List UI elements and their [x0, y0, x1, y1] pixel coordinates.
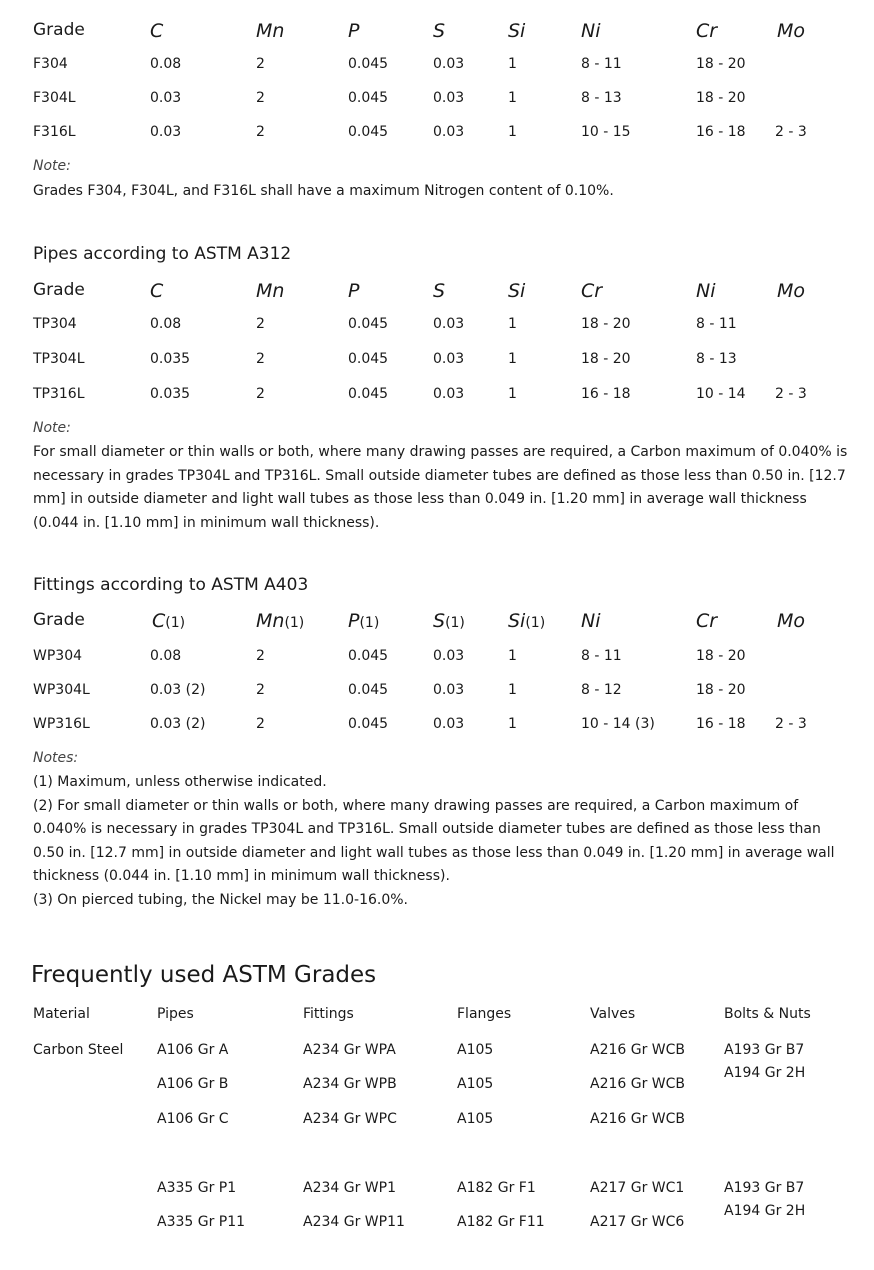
table-cell: 0.03: [433, 386, 465, 402]
header-p: P: [348, 280, 360, 302]
table-cell: 2 - 3: [775, 386, 807, 402]
table-cell: 0.03: [150, 124, 182, 140]
notes-list: [33, 771, 848, 912]
note-text: For small diameter or thin walls or both, where many drawing passes are required, a Carbon maximum of 0.040% is necessary in grades TP304L and TP316L. Small outside diameter tubes are defined as those less than 0.50 in. [12.7 mm] in outside diameter and light wall tubes as those less than 0.049 in. [1.20 mm] in average wall thickness (0.044 in. [1.10 mm] in minimum wall thickness).: [33, 444, 848, 531]
table-cell: A216 Gr WCB: [590, 1111, 686, 1127]
table-cell: A216 Gr WCB: [590, 1042, 686, 1058]
table-cell: A234 Gr WPB: [303, 1076, 397, 1092]
table-cell: 16 - 18: [696, 716, 746, 732]
table-cell: 18 - 20: [696, 648, 746, 664]
note-item: (1) Maximum, unless otherwise indicated.: [33, 774, 327, 790]
table-cell: 2: [256, 682, 265, 698]
header-flanges: Flanges: [457, 1006, 512, 1022]
table-cell: A234 Gr WPA: [303, 1042, 396, 1058]
header-ni: Ni: [581, 20, 601, 42]
table-cell: 0.03 (2): [150, 716, 206, 732]
note-item: (2) For small diameter or thin walls or both, where many drawing passes are required, a Carbon maximum of 0.040% is necessary in grades TP304L and TP316L. Small outside diameter tubes are defined as those less than 0.50 in. [12.7 mm] in outside diameter and light wall tubes as those less than 0.049 in. [1.20 mm] in average wall thickness (0.044 in. [1.10 mm] in minimum wall thickness).: [33, 797, 835, 884]
table-cell: A106 Gr C: [157, 1111, 229, 1127]
header-si: Si: [508, 280, 526, 302]
header-bolts-nuts: Bolts & Nuts: [724, 1006, 811, 1022]
table-cell: A194 Gr 2H: [724, 1203, 806, 1219]
table-cell: 0.03: [150, 90, 182, 106]
table-cell: A234 Gr WPC: [303, 1111, 397, 1127]
table-cell: F304L: [33, 90, 76, 106]
table-cell: 2: [256, 648, 265, 664]
table-cell: 1: [508, 316, 517, 332]
header-s: S: [433, 280, 446, 302]
table-cell: A216 Gr WCB: [590, 1076, 686, 1092]
header-ni: Ni: [696, 280, 716, 302]
header-mo: Mo: [777, 610, 806, 632]
table-cell: 2: [256, 56, 265, 72]
header-grade: Grade: [33, 610, 85, 630]
table-cell: 16 - 18: [581, 386, 631, 402]
header-mo: Mo: [777, 280, 806, 302]
header-pipes: Pipes: [157, 1006, 194, 1022]
table-cell: 8 - 11: [581, 648, 622, 664]
table-cell: 0.03: [433, 716, 465, 732]
header-material: Material: [33, 1006, 90, 1022]
table-cell: 1: [508, 648, 517, 664]
header-c: C: [150, 20, 164, 42]
header-si: Si(1): [508, 610, 546, 632]
table-cell: WP304L: [33, 682, 90, 698]
table-cell: WP316L: [33, 716, 90, 732]
table-cell: 10 - 15: [581, 124, 631, 140]
table-cell: 0.03: [433, 682, 465, 698]
table-cell: 0.045: [348, 90, 389, 106]
header-s: S(1): [433, 610, 465, 632]
table-cell: 18 - 20: [696, 682, 746, 698]
header-s: S: [433, 20, 446, 42]
table-cell: F316L: [33, 124, 76, 140]
table-cell: 2: [256, 124, 265, 140]
table-cell: 0.035: [150, 386, 191, 402]
material-label: Carbon Steel: [33, 1042, 124, 1058]
table-cell: F304: [33, 56, 68, 72]
note-label: Note:: [33, 158, 71, 174]
table-cell: 18 - 20: [581, 316, 631, 332]
table-cell: WP304: [33, 648, 83, 664]
header-fittings: Fittings: [303, 1006, 354, 1022]
table-cell: A335 Gr P11: [157, 1214, 246, 1230]
table-cell: TP304: [33, 316, 77, 332]
table-cell: 8 - 13: [581, 90, 622, 106]
header-si: Si: [508, 20, 526, 42]
header-cr: Cr: [696, 610, 718, 632]
table-cell: 1: [508, 124, 517, 140]
table-cell: 1: [508, 56, 517, 72]
table-cell: 8 - 11: [696, 316, 737, 332]
table-cell: 1: [508, 682, 517, 698]
table-cell: 10 - 14: [696, 386, 746, 402]
table-cell: 0.03 (2): [150, 682, 206, 698]
table-cell: 18 - 20: [696, 90, 746, 106]
table-cell: 0.08: [150, 648, 182, 664]
table-cell: 0.045: [348, 351, 389, 367]
section-title-pipes: Pipes according to ASTM A312: [33, 244, 292, 264]
table-cell: 0.045: [348, 386, 389, 402]
table-cell: A234 Gr WP1: [303, 1180, 396, 1196]
note-text: Grades F304, F304L, and F316L shall have a maximum Nitrogen content of 0.10%.: [33, 183, 614, 199]
table-cell: 0.03: [433, 90, 465, 106]
table-cell: 0.045: [348, 56, 389, 72]
header-ni: Ni: [581, 610, 601, 632]
table-cell: A217 Gr WC1: [590, 1180, 685, 1196]
header-cr: Cr: [696, 20, 718, 42]
table-cell: A193 Gr B7: [724, 1042, 805, 1058]
table-cell: 0.03: [433, 351, 465, 367]
table-cell: 1: [508, 90, 517, 106]
note-label: Note:: [33, 420, 71, 436]
header-cr: Cr: [581, 280, 603, 302]
table-cell: A105: [457, 1042, 494, 1058]
table-cell: 0.045: [348, 648, 389, 664]
table-cell: 0.03: [433, 56, 465, 72]
header-mo: Mo: [777, 20, 806, 42]
table-cell: 0.03: [433, 124, 465, 140]
table-cell: A182 Gr F11: [457, 1214, 545, 1230]
table-cell: 0.045: [348, 124, 389, 140]
table-cell: A182 Gr F1: [457, 1180, 536, 1196]
table-cell: 0.08: [150, 56, 182, 72]
note-item: (3) On pierced tubing, the Nickel may be 11.0-16.0%.: [33, 891, 409, 908]
table-cell: 16 - 18: [696, 124, 746, 140]
table-cell: A335 Gr P1: [157, 1180, 237, 1196]
table-cell: A194 Gr 2H: [724, 1065, 806, 1081]
table-cell: A105: [457, 1111, 494, 1127]
table-cell: 8 - 12: [581, 682, 622, 698]
header-mn: Mn: [256, 20, 285, 42]
header-c: C(1): [152, 610, 186, 632]
table-cell: A234 Gr WP11: [303, 1214, 405, 1230]
table-cell: 2 - 3: [775, 716, 807, 732]
header-p: P: [348, 20, 360, 42]
table-cell: 18 - 20: [696, 56, 746, 72]
table-cell: 0.045: [348, 682, 389, 698]
table-cell: 18 - 20: [581, 351, 631, 367]
table-cell: 8 - 11: [581, 56, 622, 72]
table-cell: 0.045: [348, 316, 389, 332]
table-cell: 1: [508, 716, 517, 732]
section-title-fittings: Fittings according to ASTM A403: [33, 575, 309, 595]
table-cell: 2: [256, 716, 265, 732]
table-cell: A106 Gr B: [157, 1076, 229, 1092]
table-cell: 2: [256, 90, 265, 106]
table-cell: 0.035: [150, 351, 191, 367]
table-cell: 2 - 3: [775, 124, 807, 140]
table-cell: 10 - 14 (3): [581, 716, 655, 732]
header-p: P(1): [348, 610, 380, 632]
table-cell: TP316L: [33, 386, 85, 402]
header-grade: Grade: [33, 280, 85, 300]
table-cell: A217 Gr WC6: [590, 1214, 685, 1230]
table-cell: 1: [508, 351, 517, 367]
table-cell: A106 Gr A: [157, 1042, 229, 1058]
header-mn: Mn(1): [256, 610, 305, 632]
table-cell: 2: [256, 386, 265, 402]
table-cell: A105: [457, 1076, 494, 1092]
header-valves: Valves: [590, 1006, 636, 1022]
table-cell: TP304L: [33, 351, 85, 367]
table-cell: 0.03: [433, 316, 465, 332]
table-cell: 2: [256, 316, 265, 332]
header-c: C: [150, 280, 164, 302]
table-cell: 2: [256, 351, 265, 367]
header-mn: Mn: [256, 280, 285, 302]
table-cell: 0.08: [150, 316, 182, 332]
section-title-frequent: Frequently used ASTM Grades: [31, 962, 377, 988]
table-cell: 1: [508, 386, 517, 402]
table-cell: 8 - 13: [696, 351, 737, 367]
table-cell: A193 Gr B7: [724, 1180, 805, 1196]
table-cell: 0.03: [433, 648, 465, 664]
table-cell: 0.045: [348, 716, 389, 732]
notes-label: Notes:: [33, 750, 79, 766]
header-grade: Grade: [33, 20, 85, 40]
